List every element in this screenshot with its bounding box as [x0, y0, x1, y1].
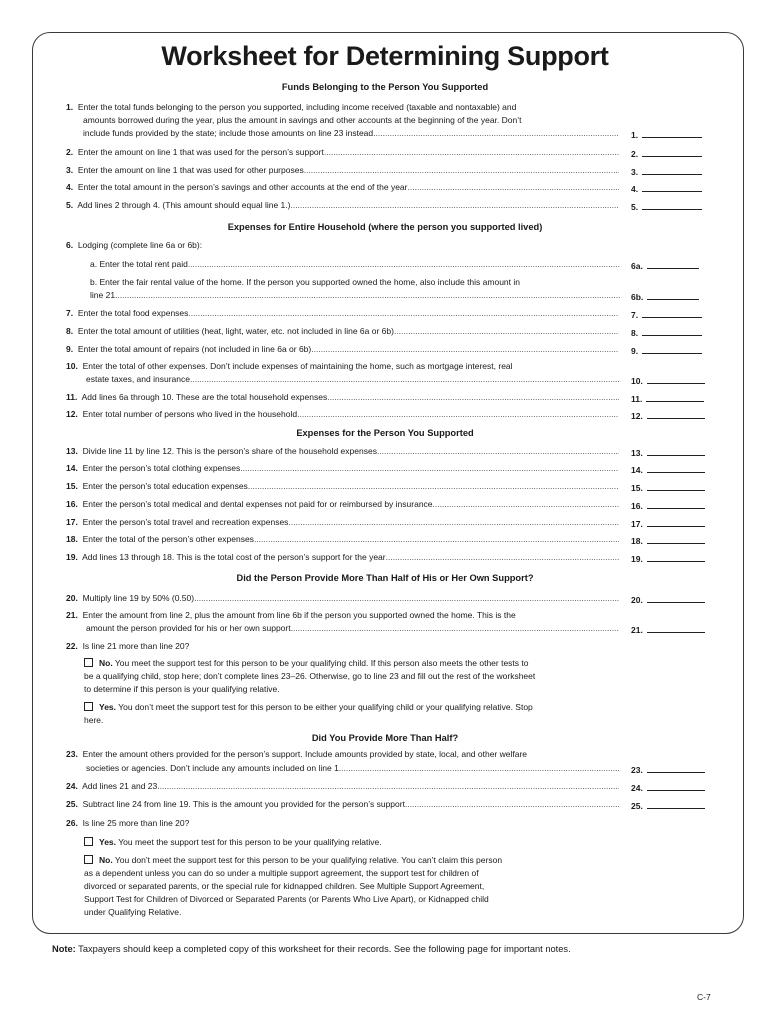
line-15: 15. Enter the person’s total education expenses ..... [66, 480, 619, 494]
page-number: C-7 [697, 992, 711, 1002]
line-1-cont: amounts borrowed during the year, plus the amount in savings and other accounts at the beginning of the year. Don’t [83, 115, 522, 125]
section-heading-you-support: Did You Provide More Than Half? [311, 733, 459, 743]
line-6b-answer[interactable]: 6b. [631, 289, 699, 305]
line-22-no-option: No. You meet the support test for this person to be your qualifying child. If this person also meets the other tests to [84, 657, 624, 671]
section-heading-own-support: Did the Person Provide More Than Half of His or Her Own Support? [236, 573, 534, 583]
line-23: 23. Enter the amount others provided for the person’s support. Include amounts provided by state, local, and other welfare [66, 749, 528, 759]
line-7: 7. Enter the total food expenses ..... [66, 307, 619, 321]
line-21-last: amount the person provided for his or her own support ..... [86, 622, 619, 636]
line-14: 14. Enter the person’s total clothing expenses ..... [66, 462, 619, 476]
footer-note: Note: Taxpayers should keep a completed copy of this worksheet for their records. See the following page for important notes. [52, 944, 571, 954]
line-1-last: include funds provided by the state; include those amounts on line 23 instead ..... [83, 127, 619, 141]
line-26-no-cont1: as a dependent unless you can do so under a multiple support agreement, the support test for children of [84, 868, 479, 878]
line-26-no-cont3: Support Test for Children of Divorced or Separated Parents (or Parents Who Live Apart), or Kidnapped child [84, 894, 489, 904]
line-24: 24. Add lines 21 and 23 ..... [66, 780, 619, 794]
line-2: 2. Enter the amount on line 1 that was used for the person’s support ..... [66, 146, 619, 160]
line-10-last: estate taxes, and insurance ..... [86, 373, 619, 387]
line-13: 13. Divide line 11 by line 12. This is the person’s share of the household expenses ..... [66, 445, 619, 459]
line-26-no-option: No. You don’t meet the support test for this person to be your qualifying relative. You can’t claim this person [84, 854, 624, 868]
line-25-answer[interactable]: 25. [631, 798, 705, 814]
line-6b-last: line 21 ..... [90, 289, 620, 303]
line-24-answer[interactable]: 24. [631, 780, 705, 796]
line-17: 17. Enter the person’s total travel and recreation expenses ..... [66, 516, 619, 530]
line-26-no-checkbox[interactable] [84, 855, 93, 864]
line-26-no-cont2: divorced or separated parents, or the special rule for kidnapped children. See Multiple Support Agreement, [84, 881, 485, 891]
line-8: 8. Enter the total amount of utilities (heat, light, water, etc. not included in line 6a or 6b) ..... [66, 325, 619, 339]
line-6: 6. Lodging (complete line 6a or 6b): [66, 240, 203, 250]
line-11: 11. Add lines 6a through 10. These are the total household expenses ..... [66, 391, 619, 405]
line-6b: b. Enter the fair rental value of the home. If the person you supported owned the home, also include this amount in [90, 277, 520, 287]
line-20: 20. Multiply line 19 by 50% (0.50) ..... [66, 592, 619, 606]
line-10: 10. Enter the total of other expenses. Don’t include expenses of maintaining the home, such as mortgage interest, real [66, 361, 513, 371]
line-3-answer[interactable]: 3. [631, 164, 702, 180]
line-19: 19. Add lines 13 through 18. This is the total cost of the person’s support for the year ..... [66, 551, 619, 565]
line-12-answer[interactable]: 12. [631, 408, 705, 424]
line-22-no-checkbox[interactable] [84, 658, 93, 667]
line-23-answer[interactable]: 23. [631, 762, 705, 778]
line-5-answer[interactable]: 5. [631, 199, 702, 215]
line-11-answer[interactable]: 11. [631, 391, 704, 407]
line-2-answer[interactable]: 2. [631, 146, 702, 162]
line-22-no-cont2: to determine if this person is your qualifying relative. [84, 684, 280, 694]
line-6a: a. Enter the total rent paid ..... [90, 258, 620, 272]
line-4: 4. Enter the total amount in the person’s savings and other accounts at the end of the year ..... [66, 181, 619, 195]
line-8-answer[interactable]: 8. [631, 325, 702, 341]
line-5: 5. Add lines 2 through 4. (This amount should equal line 1.) ..... [66, 199, 619, 213]
line-15-answer[interactable]: 15. [631, 480, 705, 496]
line-22-yes-cont: here. [84, 715, 104, 725]
line-22-no-cont1: be a qualifying child, stop here; don’t complete lines 23–26. Otherwise, go to line 23 and fill out the rest of the worksheet [84, 671, 536, 681]
section-heading-funds: Funds Belonging to the Person You Supported [281, 82, 489, 92]
line-22-yes-option: Yes. You don’t meet the support test for this person to be either your qualifying child or your qualifying relative. Stop [84, 701, 624, 715]
section-heading-household: Expenses for Entire Household (where the person you supported lived) [227, 222, 543, 232]
line-26: 26. Is line 25 more than line 20? [66, 818, 190, 828]
line-25: 25. Subtract line 24 from line 19. This is the amount you provided for the person’s support ..... [66, 798, 619, 812]
line-6a-answer[interactable]: 6a. [631, 258, 699, 274]
line-1: 1. Enter the total funds belonging to the person you supported, including income received (taxable and nontaxable) and [66, 102, 517, 112]
line-1-answer[interactable]: 1. [631, 127, 702, 143]
line-18: 18. Enter the total of the person’s other expenses ..... [66, 533, 619, 547]
line-16-answer[interactable]: 16. [631, 498, 705, 514]
line-17-answer[interactable]: 17. [631, 516, 705, 532]
line-16: 16. Enter the person’s total medical and dental expenses not paid for or reimbursed by insurance ..... [66, 498, 619, 512]
line-20-answer[interactable]: 20. [631, 592, 705, 608]
page-title: Worksheet for Determining Support [161, 41, 609, 71]
line-22: 22. Is line 21 more than line 20? [66, 641, 190, 651]
line-9-answer[interactable]: 9. [631, 343, 702, 359]
line-3: 3. Enter the amount on line 1 that was used for other purposes ..... [66, 164, 619, 178]
section-heading-person: Expenses for the Person You Supported [296, 428, 474, 438]
line-7-answer[interactable]: 7. [631, 307, 702, 323]
line-9: 9. Enter the total amount of repairs (not included in line 6a or 6b) ..... [66, 343, 619, 357]
line-23-last: societies or agencies. Don’t include any amounts included on line 1 ..... [86, 762, 619, 776]
line-21: 21. Enter the amount from line 2, plus the amount from line 6b if the person you supported owned the home. This is the [66, 610, 516, 620]
line-26-no-cont4: under Qualifying Relative. [84, 907, 182, 917]
line-4-answer[interactable]: 4. [631, 181, 702, 197]
line-19-answer[interactable]: 19. [631, 551, 705, 567]
line-14-answer[interactable]: 14. [631, 462, 705, 478]
line-10-answer[interactable]: 10. [631, 373, 705, 389]
line-12: 12. Enter total number of persons who lived in the household ..... [66, 408, 619, 422]
line-21-answer[interactable]: 21. [631, 622, 705, 638]
line-22-yes-checkbox[interactable] [84, 702, 93, 711]
line-26-yes-checkbox[interactable] [84, 837, 93, 846]
line-18-answer[interactable]: 18. [631, 533, 705, 549]
line-26-yes-option: Yes. You meet the support test for this person to be your qualifying relative. [84, 836, 624, 850]
line-13-answer[interactable]: 13. [631, 445, 705, 461]
